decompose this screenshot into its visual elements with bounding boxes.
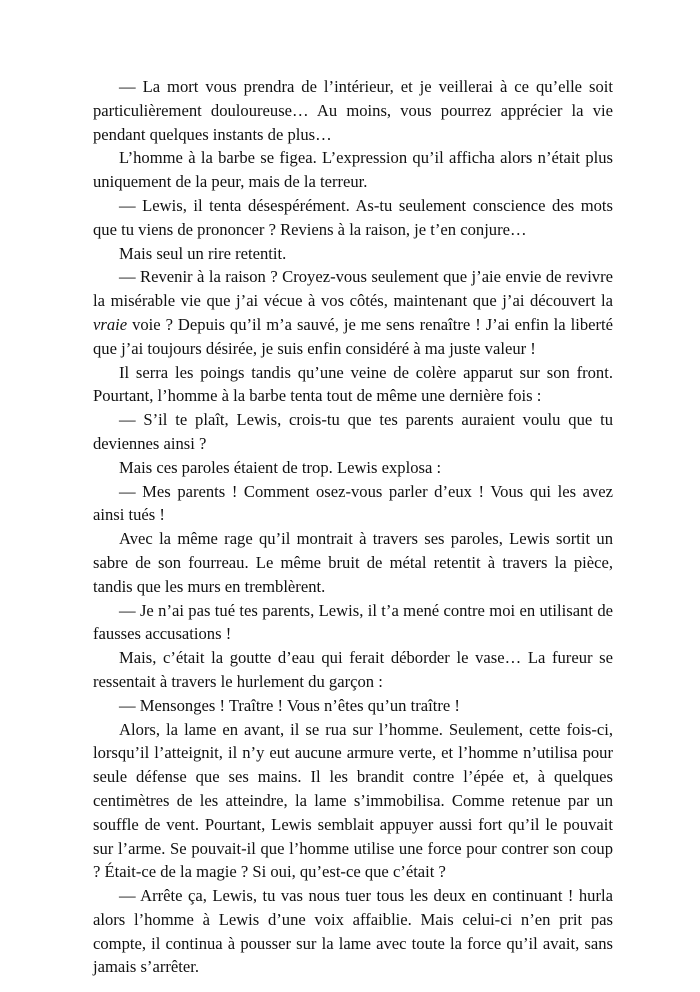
paragraph: Alors, la lame en avant, il se rua sur l’homme. Seulement, cette fois-ci, lorsqu’il l’atteignit, il n’y eut aucune armure verte, et l’homme n’utilisa pour seule défense que ses mains. Il les brandit contre l’épée et, à quelques centimètres de les atteindre, la lame s’immobilisa. Comme retenue par un souffle de vent. Pourtant, Lewis semblait appuyer aussi fort qu’il le pouvait sur l’arme. Se pouvait-il que l’homme utilise une force pour contrer son coup ? Était-ce de la magie ? Si oui, qu’est-ce que c’était ? bbox=[93, 719, 613, 882]
paragraph: Mais seul un rire retentit. bbox=[119, 243, 287, 263]
paragraph-text: voie ? Depuis qu’il m’a sauvé, je me sens renaître ! J’ai enfin la liberté que j’ai toujours désirée, je suis enfin considéré à ma juste valeur ! bbox=[93, 314, 613, 358]
paragraph: L’homme à la barbe se figea. L’expression qu’il afficha alors n’était plus uniquement de la peur, mais de la terreur. bbox=[93, 148, 613, 192]
paragraph: — Mes parents ! Comment osez-vous parler d’eux ! Vous qui les avez ainsi tués ! bbox=[93, 481, 613, 525]
page-text bbox=[93, 75, 613, 979]
paragraph: Mais, c’était la goutte d’eau qui ferait déborder le vase… La fureur se ressentait à travers le hurlement du garçon : bbox=[93, 648, 613, 691]
paragraph bbox=[93, 265, 613, 360]
paragraph: — S’il te plaît, Lewis, crois-tu que tes parents auraient voulu que tu deviennes ainsi ? bbox=[93, 410, 613, 453]
paragraph: — Arrête ça, Lewis, tu vas nous tuer tous les deux en continuant ! hurla alors l’homme à Lewis d’une voix affaiblie. Mais celui-ci n’en prit pas compte, il continua à pousser sur la lame avec toute la force qu’il avait, sans jamais s’arrêter. bbox=[93, 886, 613, 977]
paragraph: — Mensonges ! Traître ! Vous n’êtes qu’un traître ! bbox=[119, 695, 460, 715]
paragraph: — Lewis, il tenta désespérément. As-tu seulement conscience des mots que tu viens de prononcer ? Reviens à la raison, je t’en conjure… bbox=[93, 195, 613, 239]
emphasis-text: vraie bbox=[93, 314, 128, 334]
paragraph-text: — Revenir à la raison ? Croyez-vous seulement que j’aie envie de revivre la misérable vie que j’ai vécue à vos côtés, maintenant que j’ai découvert la bbox=[93, 267, 613, 311]
paragraph: Mais ces paroles étaient de trop. Lewis explosa : bbox=[119, 457, 442, 477]
paragraph: — Je n’ai pas tué tes parents, Lewis, il t’a mené contre moi en utilisant de fausses accusations ! bbox=[93, 600, 613, 644]
paragraph: Il serra les poings tandis qu’une veine de colère apparut sur son front. Pourtant, l’homme à la barbe tenta tout de même une dernière fois : bbox=[93, 362, 613, 406]
paragraph: — La mort vous prendra de l’intérieur, et je veillerai à ce qu’elle soit particulièrement douloureuse… Au moins, vous pourrez apprécier la vie pendant quelques instants de plus… bbox=[93, 77, 613, 144]
paragraph: Avec la même rage qu’il montrait à travers ses paroles, Lewis sortit un sabre de son fourreau. Le même bruit de métal retentit à travers la pièce, tandis que les murs en tremblèrent. bbox=[93, 529, 613, 596]
